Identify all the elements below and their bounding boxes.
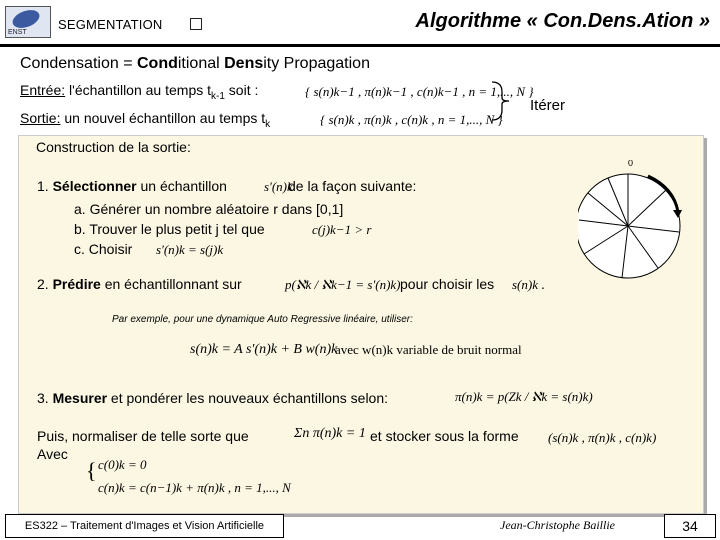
step1-b-formula: c(j)k−1 > r (312, 222, 372, 237)
subtitle-itional: itional (177, 55, 225, 72)
step3-num: 3. (37, 390, 53, 406)
step3-text: et pondérer les nouveaux échantillons selon: (107, 390, 389, 406)
step1-formula: s'(n)k (264, 179, 293, 194)
step3-verb: Mesurer (52, 390, 108, 406)
output-text: un nouvel échantillon au temps t (60, 110, 266, 126)
step1-c: c. Choisir (74, 241, 133, 257)
sampling-wheel (578, 160, 682, 294)
input-suffix: soit : (224, 82, 259, 98)
normalize-text: Puis, normaliser de telle sorte que (37, 428, 249, 444)
step2-period: . (541, 276, 545, 292)
step3-line (37, 390, 388, 406)
step1-b: b. Trouver le plus petit j tel que (74, 221, 265, 237)
step1-num: 1. (37, 178, 53, 194)
step2-suffix: pour choisir les (400, 276, 495, 292)
step2-line (37, 276, 242, 292)
step1-text: un échantillon (136, 178, 227, 194)
step1-c-formula: s'(n)k = s(j)k (156, 242, 224, 257)
output-formula: { s(n)k , π(n)k , c(n)k , n = 1,..., N } (320, 112, 503, 127)
step1-line (37, 178, 227, 194)
store-text: et stocker sous la forme (370, 428, 519, 444)
right-brace-icon (490, 80, 512, 122)
input-sub: k-1 (211, 90, 225, 102)
input-line (20, 82, 258, 102)
header-divider (0, 44, 720, 47)
iterate-label: Itérer (530, 97, 566, 114)
example-formula: s(n)k = A s'(n)k + B w(n)k (190, 342, 338, 357)
store-formula: (s(n)k , π(n)k , c(n)k) (548, 430, 657, 445)
step3-formula: π(n)k = p(Zk / ℵk = s(n)k) (455, 389, 593, 404)
construction-heading: Construction de la sortie: (36, 139, 191, 155)
course-footer: ES322 – Traitement d'Images et Vision Artificielle (5, 514, 284, 538)
step1-a: a. Générer un nombre aléatoire r dans [0,1] (74, 201, 344, 217)
example-text: Par exemple, pour une dynamique Auto Regressive linéaire, utiliser: (112, 314, 413, 325)
subtitle-prefix: Condensation = (20, 55, 137, 72)
cn-formula: c(n)k = c(n−1)k + π(n)k , n = 1,..., N (98, 480, 291, 495)
author-footer: Jean-Christophe Baillie (500, 518, 615, 532)
output-sub: k (265, 118, 271, 130)
slide-title: Algorithme « Con.Dens.Ation » (415, 10, 710, 32)
left-brace-icon: { (86, 458, 97, 483)
wheel-zero-label: 0 (628, 160, 634, 168)
logo-emblem-icon (10, 7, 42, 32)
page-number: 34 (664, 514, 716, 538)
school-logo (5, 6, 51, 38)
slide-subtitle (20, 55, 370, 73)
subtitle-ity: ity Propagation (263, 55, 370, 72)
step1-suffix: de la façon suivante: (288, 178, 417, 194)
step2-num: 2. (37, 276, 53, 292)
step2-formula: p(ℵk / ℵk−1 = s'(n)k) (285, 277, 401, 292)
subtitle-cond: Cond (136, 55, 178, 72)
logo-text: ENST (8, 29, 27, 36)
input-formula: { s(n)k−1 , π(n)k−1 , c(n)k−1 , n = 1,..., N } (305, 84, 534, 99)
input-label: Entrée: (20, 82, 66, 98)
step1-verb: Sélectionner (52, 178, 137, 194)
example-formula-tail: avec w(n)k variable de bruit normal (335, 342, 522, 357)
step2-text: en échantillonnant sur (100, 276, 242, 292)
output-label: Sortie: (20, 110, 61, 126)
input-text: l'échantillon au temps t (65, 82, 212, 98)
normalize-formula: Σn π(n)k = 1 (294, 426, 366, 441)
avec-label: Avec (37, 446, 68, 462)
step2-formula2: s(n)k (512, 277, 538, 292)
output-line (20, 110, 270, 130)
step2-verb: Prédire (52, 276, 101, 292)
checkbox-square-icon (190, 18, 202, 30)
section-label: SEGMENTATION (58, 17, 163, 32)
subtitle-dens: Dens (224, 55, 264, 72)
c0-formula: c(0)k = 0 (98, 457, 147, 472)
